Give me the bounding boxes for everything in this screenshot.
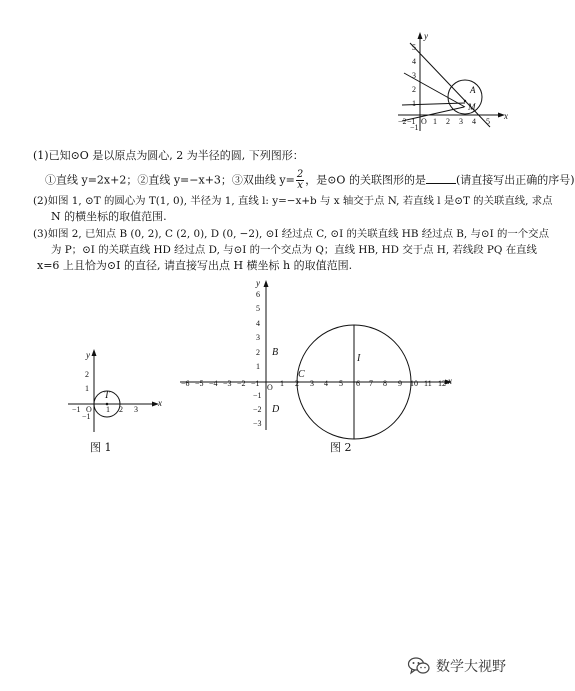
top-ytick: 4 <box>412 57 416 66</box>
top-xtick: −1 <box>407 117 416 126</box>
top-ytick: 3 <box>412 71 416 80</box>
fig1-xtick: O <box>86 405 92 414</box>
q3-line1: (3)如图 2, 已知点 B (0, 2), C (2, 0), D (0, −2), ⊙I 经过点 C, ⊙I 的关联直线 HB 经过点 B, 与⊙I 的一个交点 <box>33 228 549 240</box>
fig2-xtick: 2 <box>295 379 299 388</box>
fig2-ytick: 3 <box>256 333 260 342</box>
q1-line2-c: (请直接写出正确的序号) <box>455 173 575 187</box>
fig1-center-t: T <box>104 390 110 401</box>
fig2-x-label: x <box>448 376 452 386</box>
fig2-ytick: −2 <box>253 405 262 414</box>
q1-line2-b: ，是⊙O 的关联图形的是 <box>305 173 426 187</box>
fig2-ytick: 2 <box>256 348 260 357</box>
top-ytick: 1 <box>412 99 416 108</box>
top-ytick: 5 <box>412 43 416 52</box>
q2-line1: (2)如图 1, ⊙T 的圆心为 T(1, 0), 半径为 1, 直线 l: y=−x+b 与 x 轴交于点 N, 若直线 l 是⊙T 的关联直线, 求点 <box>33 195 553 207</box>
figure2-caption: 图 2 <box>330 441 352 454</box>
top-ytick: −1 <box>410 123 419 132</box>
top-figure <box>390 31 515 145</box>
figure2 <box>176 280 466 440</box>
fig1-ytick: 2 <box>85 370 89 379</box>
fig1-x-label: x <box>158 398 162 408</box>
fig2-point-b: B <box>272 347 279 358</box>
top-xtick: 2 <box>446 117 450 126</box>
fig1-xtick: −1 <box>72 405 81 414</box>
fig2-xtick: 1 <box>280 379 284 388</box>
q1-line1: (1)已知⊙O 是以原点为圆心, 2 为半径的圆, 下列图形： <box>33 149 304 162</box>
fig2-xtick: 9 <box>398 379 402 388</box>
fig2-xtick: −3 <box>223 379 232 388</box>
top-xtick: 1 <box>433 117 437 126</box>
top-x-label: x <box>504 111 508 121</box>
figure1-caption: 图 1 <box>90 441 112 454</box>
q1-line2-a: ①直线 y=2x+2；②直线 y=−x+3；③双曲线 y= <box>45 173 295 187</box>
fig1-xtick: 2 <box>119 405 123 414</box>
fig1-xtick: 3 <box>134 405 138 414</box>
top-xtick: 3 <box>459 117 463 126</box>
top-figure-svg <box>390 35 515 145</box>
answer-blank <box>426 172 456 184</box>
fig2-xtick: 10 <box>410 379 418 388</box>
fig2-ytick: 4 <box>256 319 260 328</box>
fig1-xtick: 1 <box>106 405 110 414</box>
fig2-ytick: −1 <box>253 391 262 400</box>
fig2-xtick: −1 <box>251 379 260 388</box>
fraction <box>296 170 304 191</box>
figure1 <box>62 350 172 460</box>
fig2-xtick: −6 <box>181 379 190 388</box>
top-y-label: y <box>424 31 428 41</box>
fig2-xtick: 6 <box>356 379 360 388</box>
fraction-numerator: 2 <box>296 169 304 180</box>
watermark-text: 数学大视野 <box>436 659 506 675</box>
fig2-ytick: 1 <box>256 362 260 371</box>
fig2-center-i: I <box>357 353 361 364</box>
top-point-a: A <box>470 85 476 95</box>
top-xtick: −2 <box>398 117 407 126</box>
fig2-xtick: 11 <box>424 379 432 388</box>
figure1-svg <box>62 350 172 440</box>
q2-line2: N 的横坐标的取值范围. <box>51 210 167 223</box>
watermark <box>408 655 506 677</box>
fig2-xtick: −5 <box>195 379 204 388</box>
fig2-xtick: 8 <box>383 379 387 388</box>
wechat-icon <box>408 657 430 675</box>
q3-line2: 为 P；⊙I 的关联直线 HD 经过点 D, 与⊙I 的一个交点为 Q；直线 HB, HD 交于点 H, 若线段 PQ 在直线 <box>51 244 537 256</box>
fig2-ytick: −3 <box>253 419 262 428</box>
top-xtick: 5 <box>486 117 490 126</box>
fig2-origin: O <box>267 383 273 392</box>
fig2-point-c: C <box>298 369 305 380</box>
fig2-point-d: D <box>272 404 280 415</box>
top-xtick: 4 <box>472 117 476 126</box>
top-point-m: M <box>468 102 476 112</box>
q1-line2 <box>45 170 575 191</box>
fig1-ytick: 1 <box>85 384 89 393</box>
fig2-y-label: y <box>256 278 260 288</box>
fig1-y-label: y <box>86 350 90 360</box>
fig1-ytick: −1 <box>82 412 91 421</box>
fig2-ytick: 5 <box>256 304 260 313</box>
q3-line3: x=6 上且恰为⊙I 的直径, 请直接写出点 H 横坐标 h 的取值范围. <box>37 259 353 272</box>
fig2-xtick: 7 <box>369 379 373 388</box>
fig2-xtick: −4 <box>209 379 218 388</box>
fig2-xtick: −2 <box>237 379 246 388</box>
figure2-svg <box>176 280 466 435</box>
fig2-xtick: 4 <box>324 379 328 388</box>
fig2-xtick: 5 <box>339 379 343 388</box>
top-xtick: O <box>421 117 427 126</box>
fig2-xtick: 12 <box>438 379 446 388</box>
fig2-xtick: 3 <box>310 379 314 388</box>
fig2-ytick: 6 <box>256 290 260 299</box>
top-ytick: 2 <box>412 85 416 94</box>
fraction-denominator: x <box>297 180 303 191</box>
